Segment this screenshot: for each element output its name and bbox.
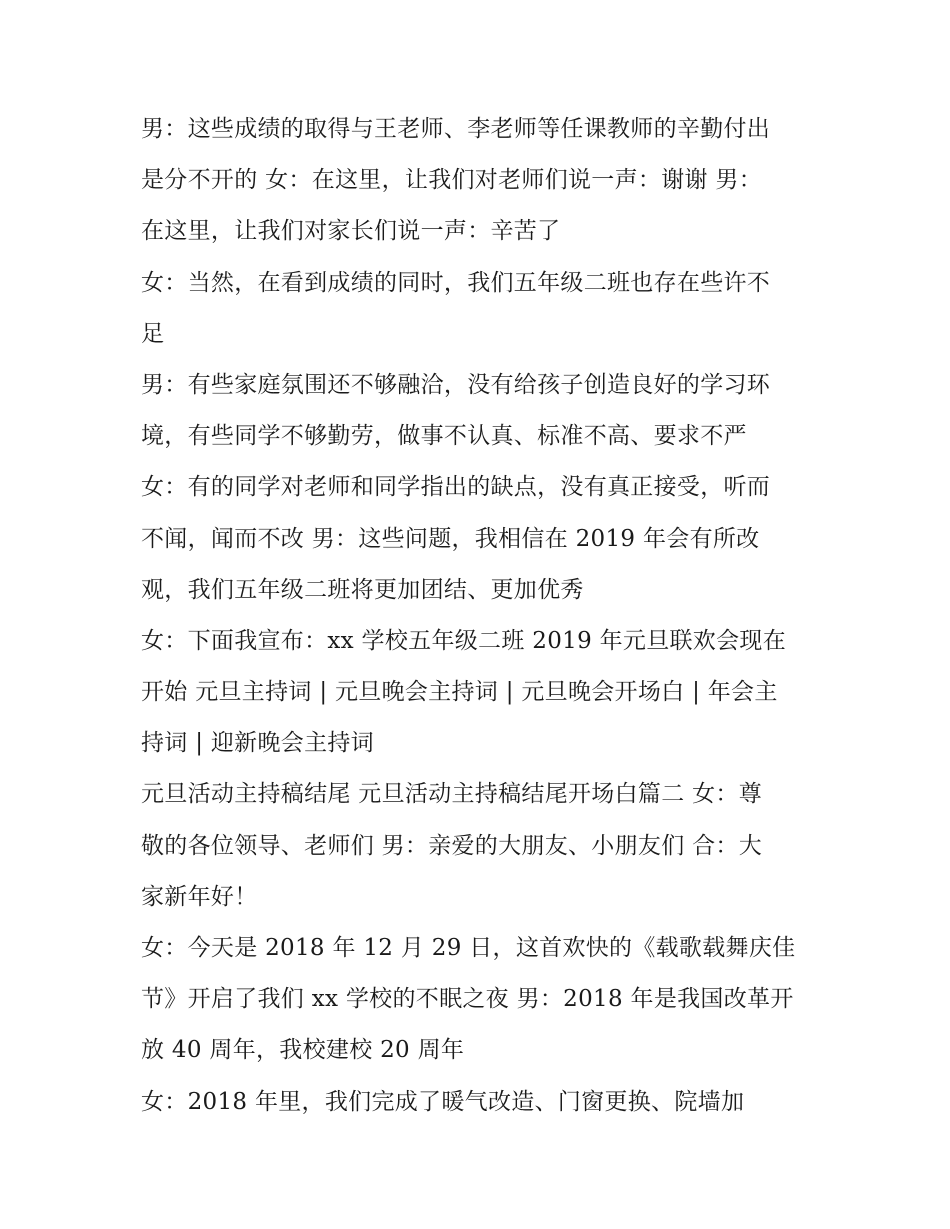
text-line: 不闻，闻而不改 男：这些问题，我相信在 2019 年会有所改 <box>141 525 760 552</box>
document-text <box>141 104 821 1128</box>
text-line: 家新年好！ <box>141 883 258 910</box>
text-line: 女：下面我宣布：xx 学校五年级二班 2019 年元旦联欢会现在 <box>141 627 787 654</box>
text-line: 境，有些同学不够勤劳，做事不认真、标准不高、要求不严 <box>141 423 747 450</box>
text-line: 持词 | 迎新晚会主持词 <box>141 730 374 757</box>
text-line: 女：有的同学对老师和同学指出的缺点，没有真正接受，听而 <box>141 474 771 501</box>
text-line: 节》开启了我们 xx 学校的不眠之夜 男：2018 年是我国改革开 <box>141 986 794 1013</box>
text-line: 开始 元旦主持词 | 元旦晚会主持词 | 元旦晚会开场白 | 年会主 <box>141 679 778 706</box>
text-line: 元旦活动主持稿结尾 元旦活动主持稿结尾开场白篇二 女：尊 <box>141 781 763 808</box>
text-line: 女：2018 年里，我们完成了暖气改造、门窗更换、院墙加 <box>141 1088 745 1115</box>
text-line: 敬的各位领导、老师们 男：亲爱的大朋友、小朋友们 合：大 <box>141 832 763 859</box>
text-line: 是分不开的 女：在这里，让我们对老师们说一声：谢谢 男： <box>141 167 763 194</box>
text-line: 足 <box>141 320 165 347</box>
text-line: 观，我们五年级二班将更加团结、更加优秀 <box>141 576 584 603</box>
text-line: 放 40 周年，我校建校 20 周年 <box>141 1037 465 1064</box>
text-line: 女：当然，在看到成绩的同时，我们五年级二班也存在些许不 <box>141 269 771 296</box>
text-line: 男：这些成绩的取得与王老师、李老师等任课教师的辛勤付出 <box>141 116 771 142</box>
text-line: 女：今天是 2018 年 12 月 29 日，这首欢快的《载歌载舞庆佳 <box>141 935 796 961</box>
text-line: 在这里，让我们对家长们说一声：辛苦了 <box>141 218 561 245</box>
text-line: 男：有些家庭氛围还不够融洽，没有给孩子创造良好的学习环 <box>141 371 771 398</box>
